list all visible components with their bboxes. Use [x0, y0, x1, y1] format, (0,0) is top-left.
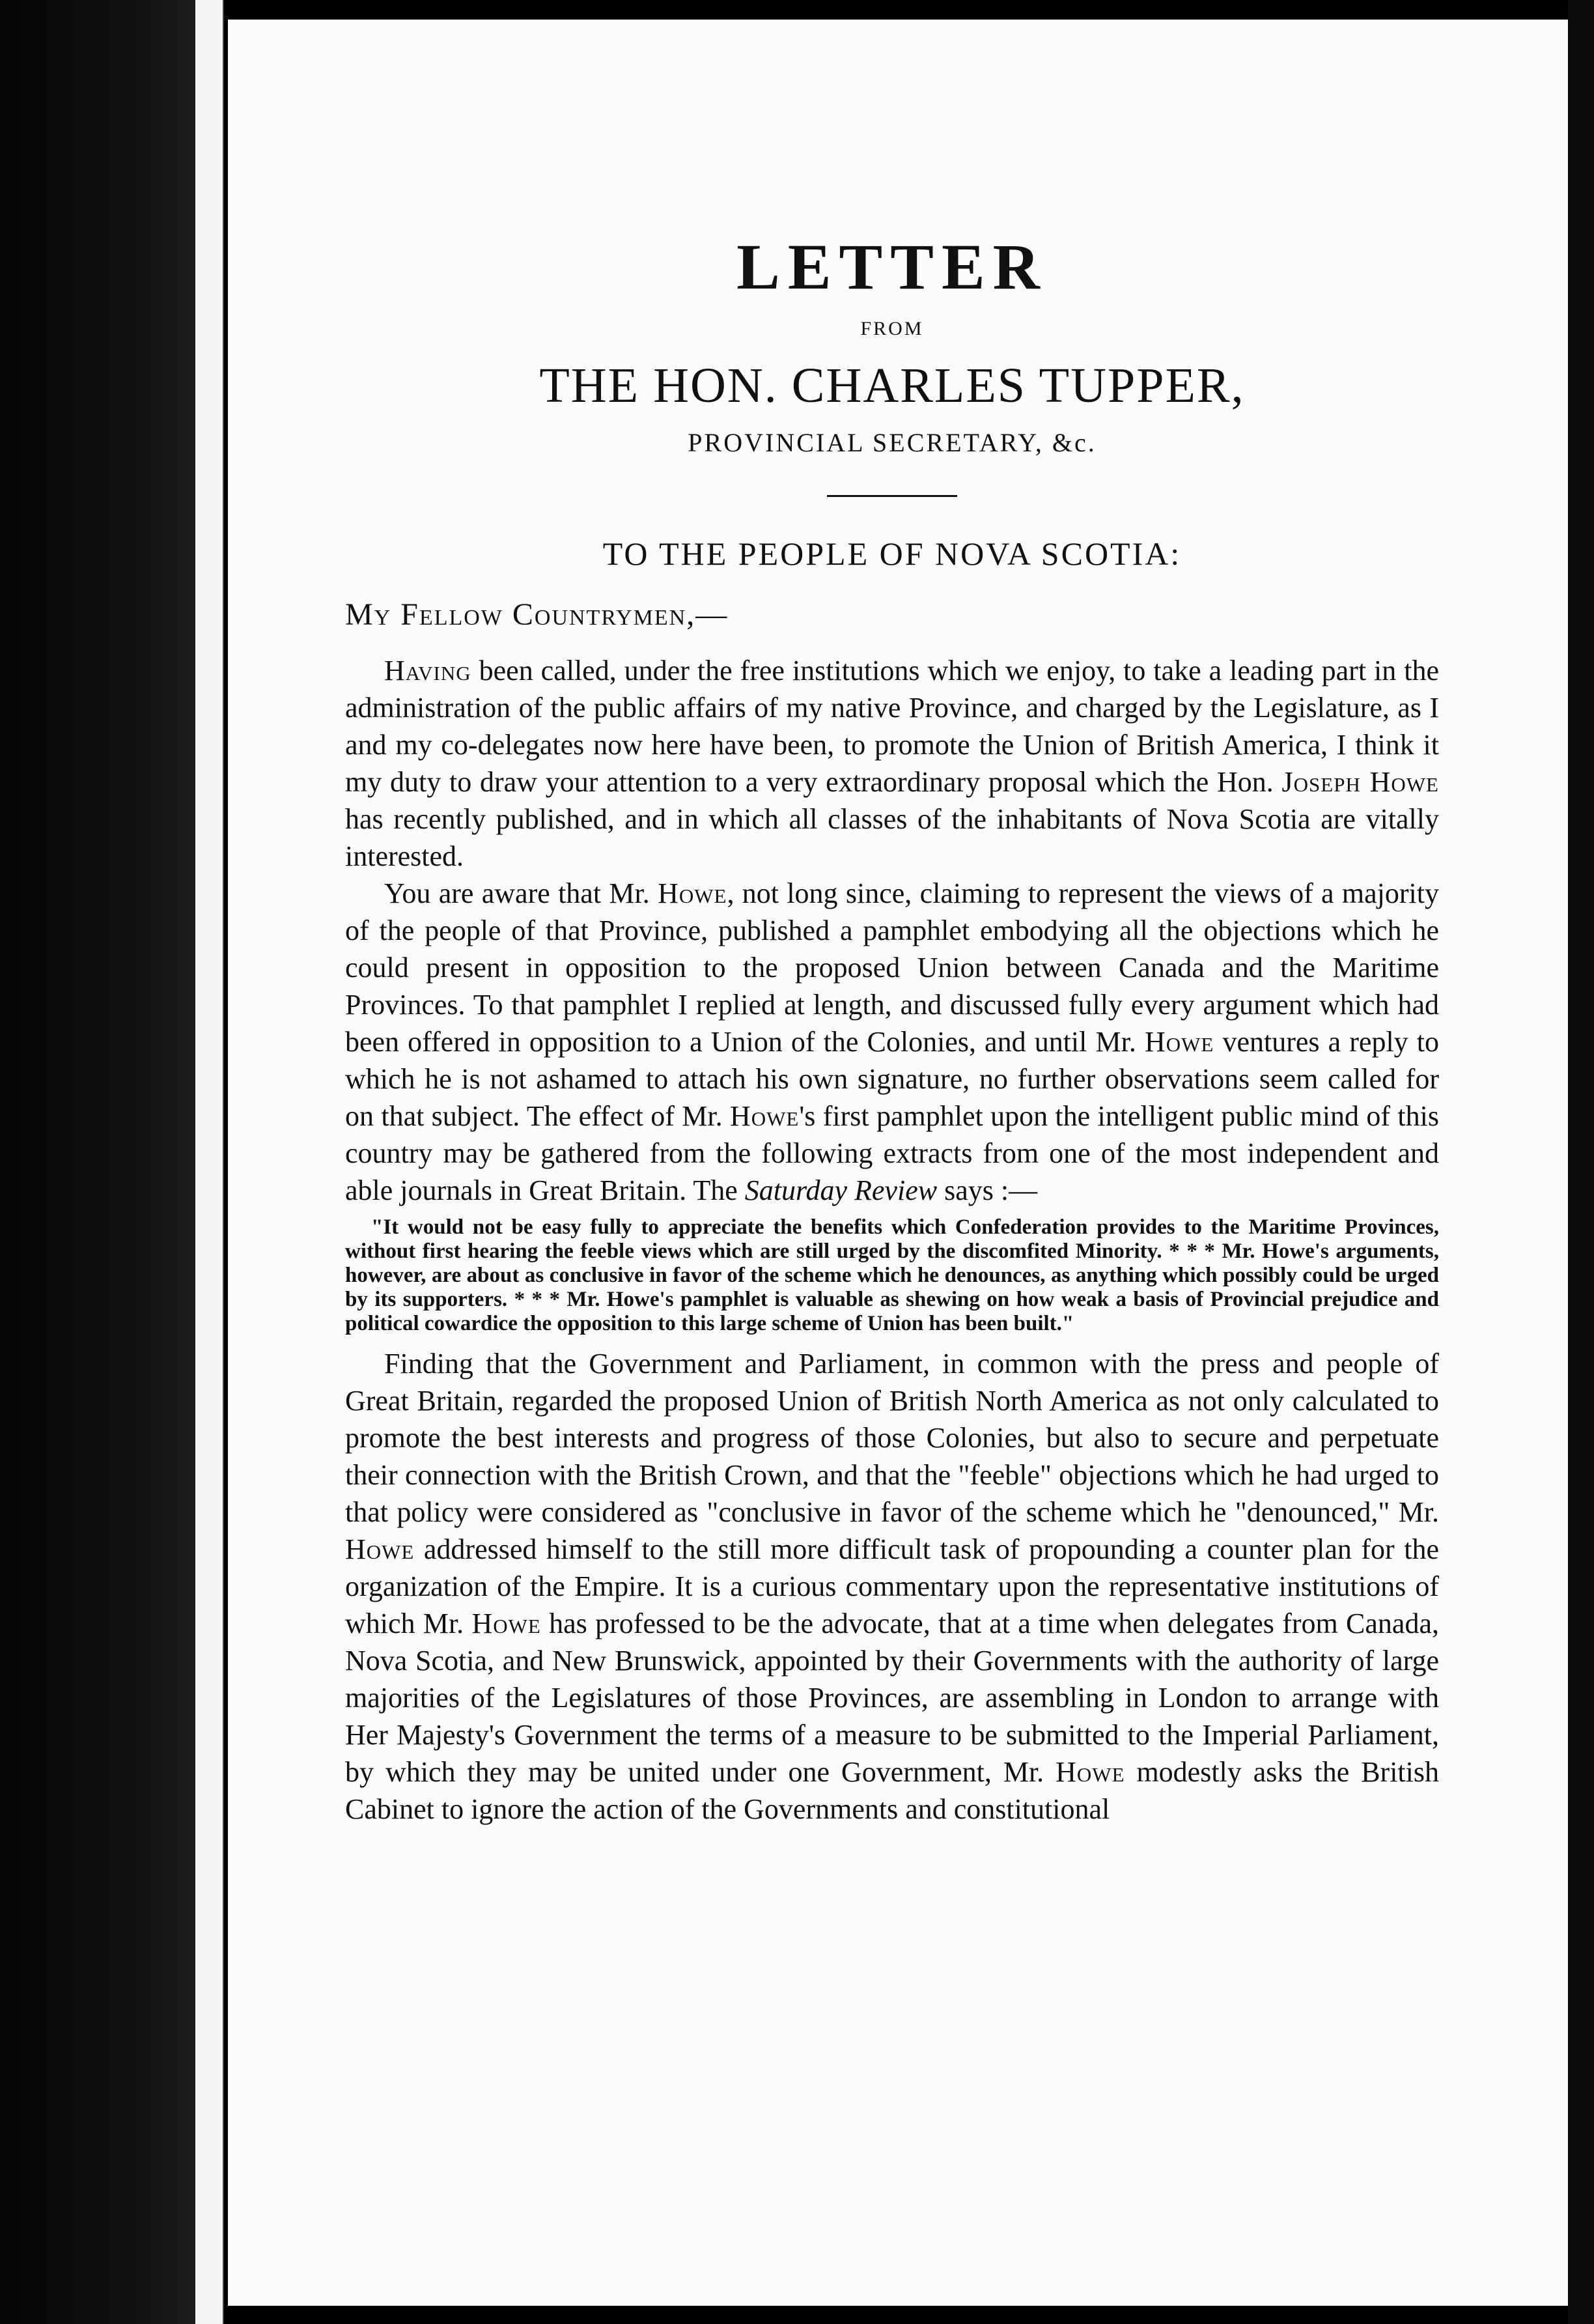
facing-page-edge [195, 0, 224, 2324]
right-page-edge [1568, 0, 1594, 2324]
paragraph-text: says :— [937, 1174, 1038, 1206]
person-name: Howe [345, 1533, 415, 1565]
author-name: THE HON. CHARLES TUPPER, [539, 358, 1245, 413]
paragraph-1 [345, 652, 1439, 875]
paragraph-text: Finding that the Government and Parliament, in common with the press and people of Great Britain, regarded the proposed Union of British North America as not only calculated to promote the best interests and progress of those Colonies, but also to secure and perpetuate their connection with the British Crown, and that the "feeble" objections which he had urged to that policy were considered as "conclusive in favor of the scheme which he "denounced," Mr. [345, 1347, 1439, 1528]
paragraph-text: 's first pamphlet upon the intelligent public mind of this country may be gathered from the following extracts from one of the most independent and able journals in Great Britain. The [345, 1099, 1439, 1206]
person-name: Howe [658, 877, 727, 909]
left-page-margin [0, 0, 195, 2324]
paragraph-text: modestly asks the British Cabinet to ignore the action of the Governments and constitutional [345, 1755, 1439, 1825]
person-name: Howe [1056, 1755, 1125, 1788]
document-page [228, 20, 1568, 2306]
document-title: LETTER [736, 231, 1048, 303]
person-name: Howe [1144, 1025, 1214, 1058]
paragraph-text: has professed to be the advocate, that at a time when delegates from Canada, Nova Scotia, and New Brunswick, appointed by their Governments with the authority of large majorities of the Legislatures of those Provinces, are assembling in London to arrange with Her Majesty's Government the terms of a measure to be submitted to the Imperial Parliament, by which they may be united under one Government, Mr. [345, 1607, 1439, 1788]
paragraph-text: been called, under the free institutions which we enjoy, to take a leading part in the administration of the public affairs of my native Province, and charged by the Legislature, as I and my co-delegates now here have been, to promote the Union of British America, I think it my duty to draw your attention to a very extraordinary proposal which the Hon. [345, 654, 1439, 798]
paragraph-2 [345, 875, 1439, 1209]
paragraph-text: addressed himself to the still more difficult task of propounding a counter plan for the organization of the Empire. It is a curious commentary upon the representative institutions of which Mr. [345, 1533, 1439, 1639]
block-quote: "It would not be easy fully to appreciate the benefits which Confederation provides to the Maritime Provinces, without first hearing the feeble views which are still urged by the discomfited Minority. * * * Mr. Howe's arguments, however, are about as conclusive in favor of the scheme which he denounces, as anything which possibly could be urged by its supporters. * * * Mr. Howe's pamphlet is valuable as shewing on how weak a basis of Provincial prejudice and political cowardice the opposition to this large scheme of Union has been built." [345, 1215, 1439, 1335]
author-office: PROVINCIAL SECRETARY, &c. [688, 428, 1097, 457]
salutation: My Fellow Countrymen,— [345, 597, 729, 632]
person-name: Howe [730, 1099, 800, 1132]
person-name: Howe [471, 1607, 541, 1639]
paragraph-text: , not long since, claiming to represent the views of a majority of the people of that Province, published a pamphlet embodying all the objections which he could present in opposition to the proposed Union between Canada and the Maritime Provinces. To that pamphlet I replied at length, and discussed fully every argument which had been offered in opposition to a Union of the Colonies, and until Mr. [345, 877, 1439, 1058]
paragraph-3 [345, 1345, 1439, 1828]
from-label: FROM [860, 318, 924, 339]
paragraph-text: has recently published, and in which all classes of the inhabitants of Nova Scotia are vitally interested. [345, 802, 1439, 872]
page-content [345, 231, 1440, 1828]
lead-word: Having [384, 654, 471, 687]
divider-rule [827, 495, 957, 497]
address-heading: TO THE PEOPLE OF NOVA SCOTIA: [602, 535, 1182, 572]
journal-name: Saturday Review [744, 1174, 938, 1206]
paragraph-text: You are aware that Mr. [384, 877, 658, 909]
person-name: Joseph Howe [1281, 765, 1439, 798]
paragraph-text: ventures a reply to which he is not ashamed to attach his own signature, no further observations seem called for on that subject. The effect of Mr. [345, 1025, 1440, 1132]
